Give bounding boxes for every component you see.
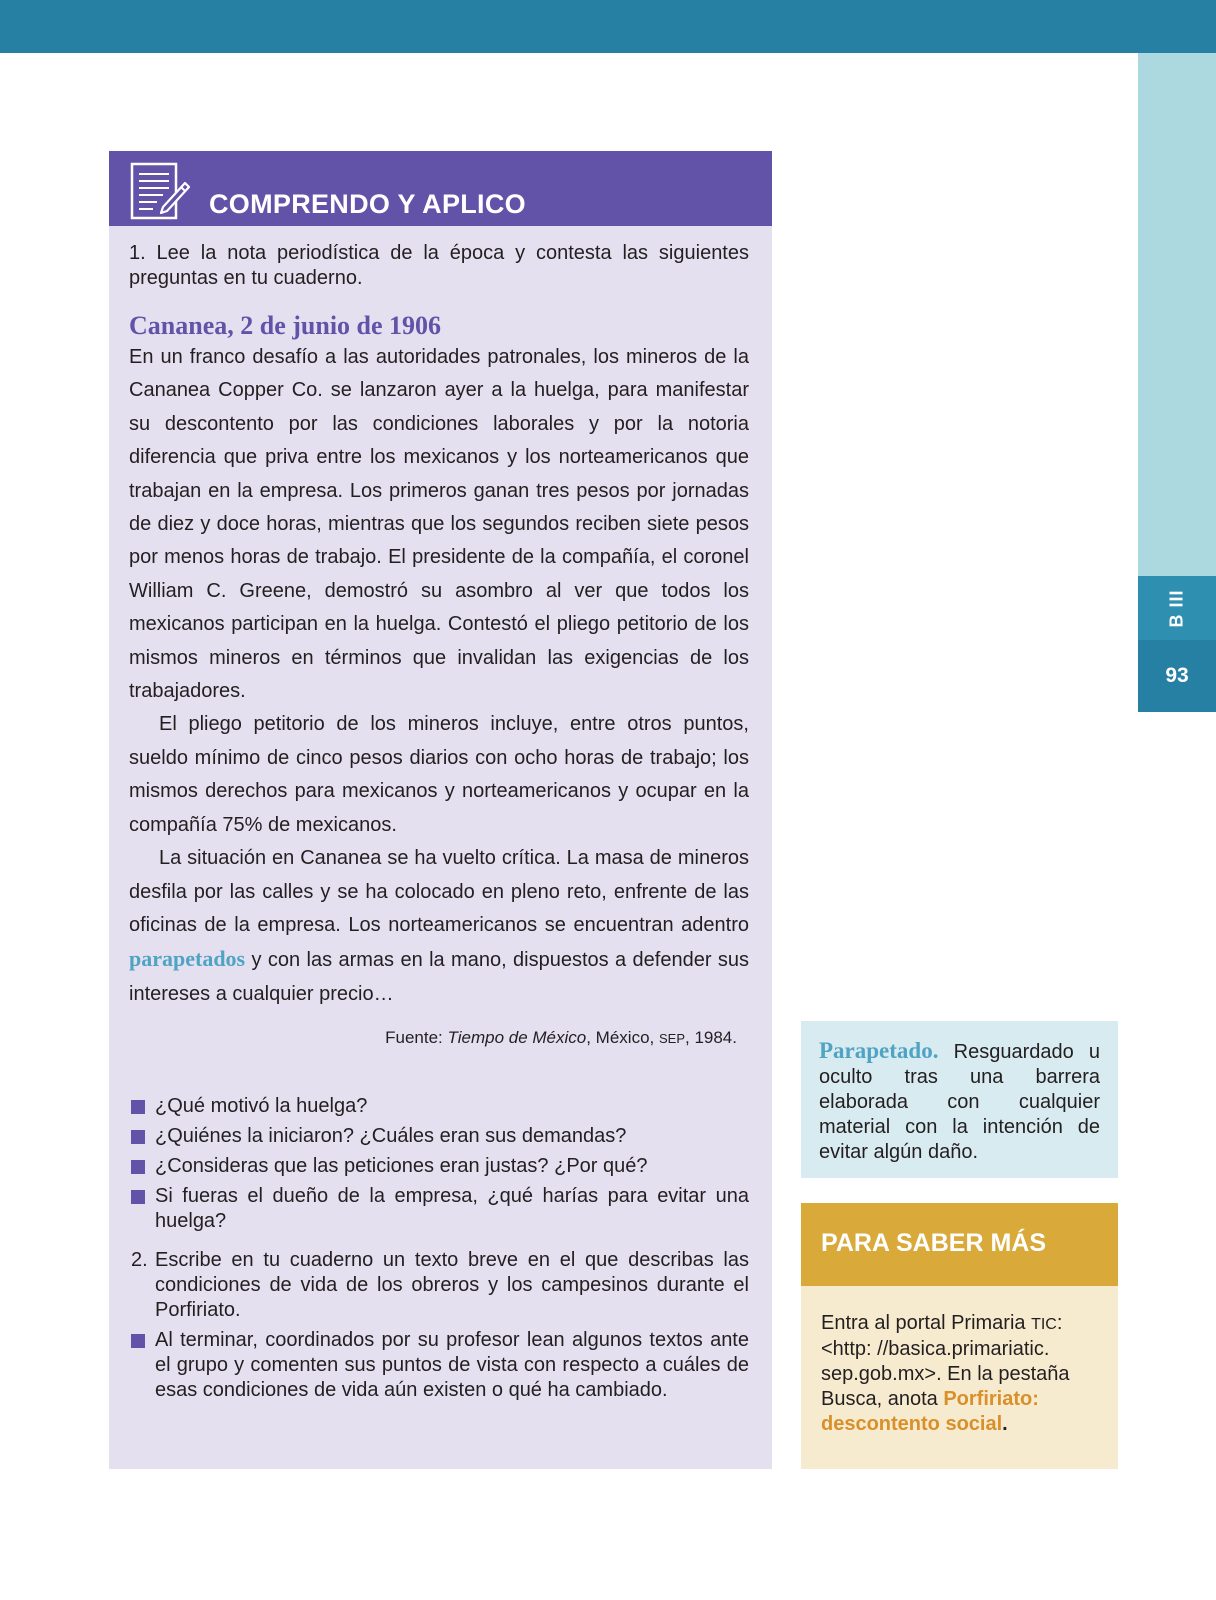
question-item: ¿Qué motivó la huelga?	[129, 1094, 749, 1119]
square-bullet-icon	[131, 1334, 145, 1348]
paragraph-3-text-start: La situación en Cananea se ha vuelto crítica. La masa de mineros desfila por las calles y se ha colocado en pleno reto, enfrente de las oficinas de la empresa. Los norteamericanos se encuentran adentro	[129, 847, 749, 936]
source-middle: , México,	[586, 1028, 659, 1048]
square-bullet-icon	[131, 1160, 145, 1174]
more-tic: TIC	[1031, 1316, 1057, 1333]
comprendo-y-aplico-section	[109, 151, 772, 1469]
activity-2-text: Escribe en tu cuaderno un texto breve en el que describas las condiciones de vida de los obreros y los campesinos durante el Porfiriato.	[155, 1249, 749, 1322]
article-title: Cananea, 2 de junio de 1906	[129, 311, 442, 340]
top-header-band	[0, 0, 1216, 53]
notebook-pencil-icon	[129, 161, 191, 221]
article-paragraph-2: El pliego petitorio de los mineros incluye, entre otros puntos, sueldo mínimo de cinco pesos diarios con ocho horas de trabajo; los mismos derechos para mexicanos y norteamericanos y ocupar en la compañía 75% de mexicanos.	[129, 713, 749, 836]
square-bullet-icon	[131, 1130, 145, 1144]
question-item: ¿Quiénes la iniciaron? ¿Cuáles eran sus demandas?	[129, 1124, 749, 1149]
section-header	[109, 151, 772, 226]
side-tab-strip	[1138, 53, 1216, 576]
question-list	[129, 1094, 749, 1234]
article-source	[129, 1027, 749, 1050]
source-title: Tiempo de México	[447, 1028, 587, 1048]
article-paragraph-1: En un franco desafío a las autoridades patronales, los mineros de la Cananea Copper Co. se lanzaron ayer a la huelga, para manifestar su descontento por las condiciones laborales y por la notoria diferencia que priva entre los mexicanos y los norteamericanos que trabajan en la empresa. Los primeros ganan tres pesos por jornadas de diez y doce horas, mientras que los segundos reciben siete pesos por menos horas de trabajo. El presidente de la compañía, el coronel William C. Greene, demostró su asombro al ver que todos los mexicanos participan en la huelga. Contestó el pliego petitorio de los mismos mineros en términos que invalidan las exigencias de los trabajadores.	[129, 346, 749, 703]
paragraph-3-text-end: y con las armas en la mano, dispuestos a defender sus intereses a cualquier precio…	[129, 949, 749, 1005]
glossary-definition: Resguardado u oculto tras una barrera elaborada con cualquier material con la intención de evitar algún daño.	[819, 1041, 1100, 1163]
block-indicator	[1138, 576, 1216, 640]
source-suffix: , 1984.	[685, 1028, 737, 1048]
article-paragraph-3	[129, 842, 749, 1011]
question-item: ¿Consideras que las peticiones eran justas? ¿Por qué?	[129, 1154, 749, 1179]
square-bullet-icon	[131, 1190, 145, 1204]
glossary-box	[801, 1021, 1118, 1178]
source-prefix: Fuente:	[385, 1028, 448, 1048]
activity-2-number: 2.	[131, 1249, 148, 1272]
more-end: .	[1002, 1413, 1008, 1435]
source-publisher: SEP	[658, 1031, 685, 1047]
glossary-term: Parapetado.	[819, 1038, 939, 1063]
para-saber-mas-header: PARA SABER MÁS	[801, 1203, 1118, 1286]
news-article	[129, 311, 749, 1011]
more-text-2: : <http: //basica.primariatic. sep.gob.mx>. En la pestaña Busca, anota	[821, 1312, 1070, 1410]
activity-2-bullet: Al terminar, coordinados por su profesor lean algunos textos ante el grupo y comenten sus puntos de vista con respecto a cuáles de esas condiciones de vida aún existen o qué ha cambiado.	[129, 1328, 749, 1403]
section-title: COMPRENDO Y APLICO	[209, 189, 526, 219]
activity-2-list	[129, 1328, 749, 1403]
page-number: 93	[1138, 640, 1216, 712]
glossary-highlight-word: parapetados	[129, 946, 246, 972]
square-bullet-icon	[131, 1100, 145, 1114]
more-highlight: Porfiriato: descontento social	[821, 1388, 1039, 1435]
para-saber-mas-body	[801, 1286, 1118, 1469]
section-content	[129, 241, 749, 1403]
activity-instruction: 1. Lee la nota periodística de la época y contesta las siguientes preguntas en tu cuaderno.	[129, 242, 749, 289]
activity-2	[129, 1248, 749, 1323]
block-label: B III	[1166, 588, 1187, 628]
question-item: Si fueras el dueño de la empresa, ¿qué harías para evitar una huelga?	[129, 1184, 749, 1234]
more-text-1: Entra al portal Primaria	[821, 1312, 1032, 1334]
